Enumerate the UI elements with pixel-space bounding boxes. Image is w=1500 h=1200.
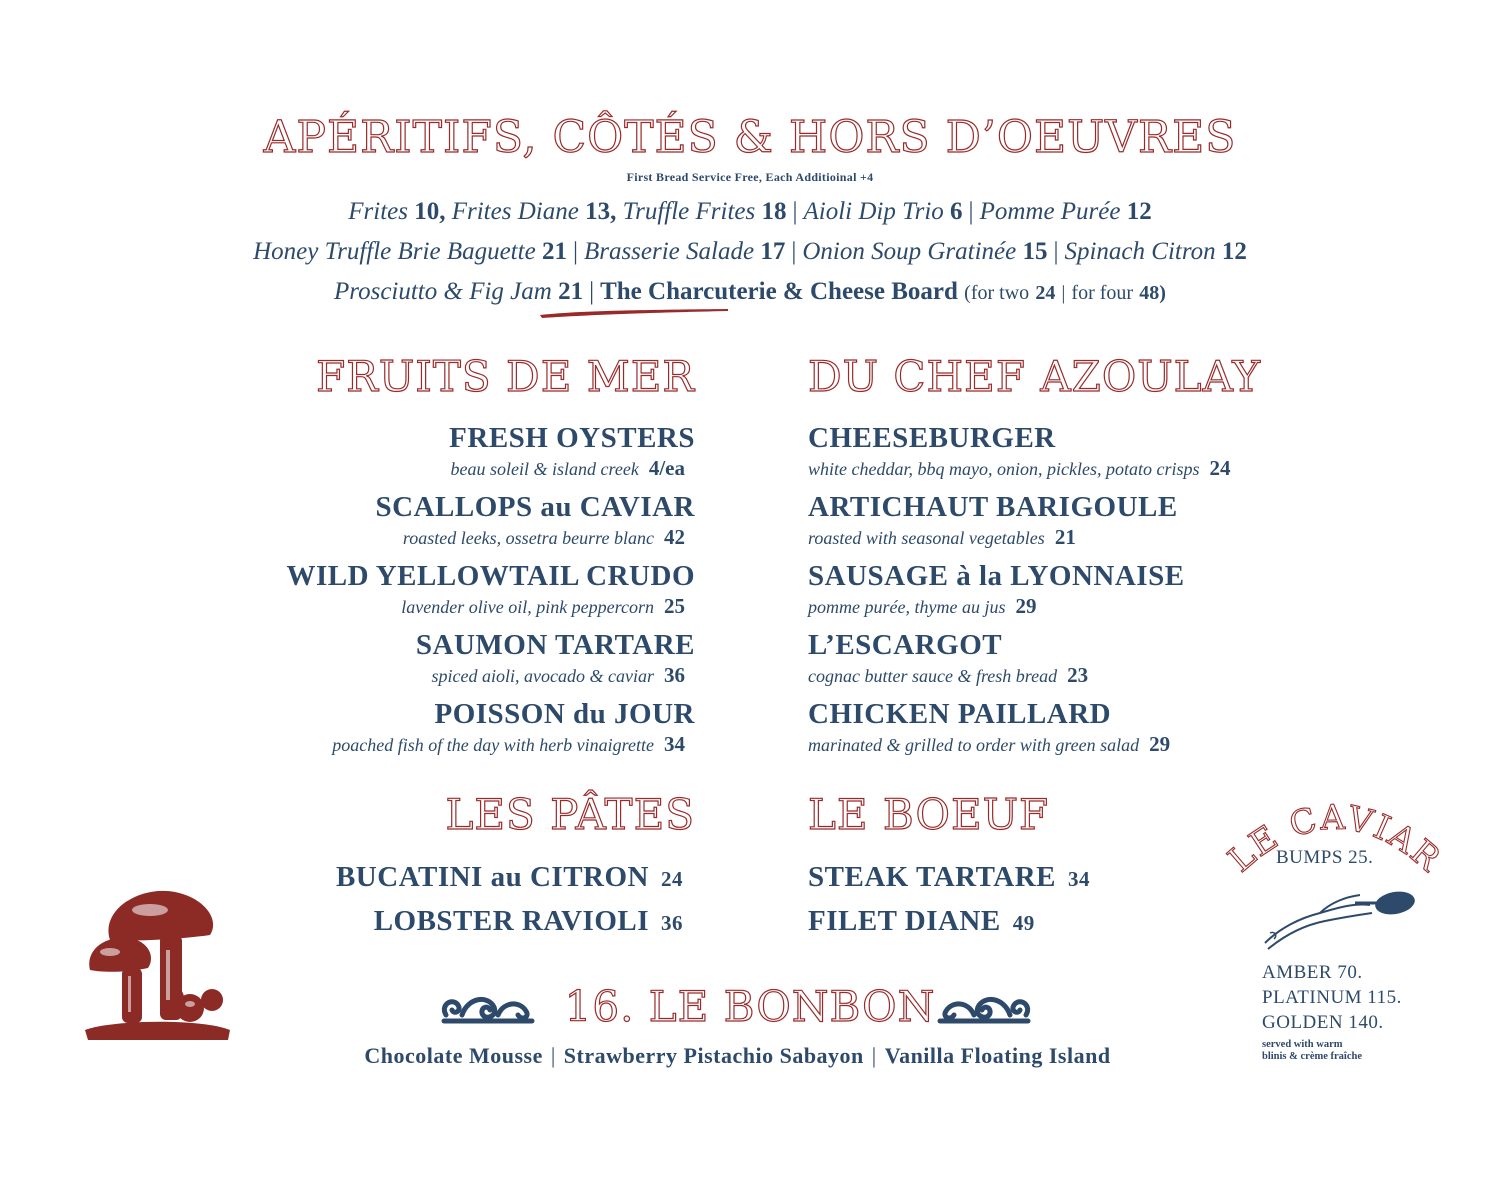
menu-item-desc: beau soleil & island creek 4/ea — [450, 456, 685, 480]
menu-item: FILET DIANE 49 — [808, 905, 1035, 937]
menu-item-desc: cognac butter sauce & fresh bread 23 — [808, 663, 1089, 687]
menu-item-name: Frites — [348, 198, 408, 225]
du-chef-list — [808, 420, 1368, 765]
menu-item-name: CHEESEBURGER — [808, 422, 1056, 454]
menu-item — [808, 696, 1368, 765]
menu-item-price: 29 — [1149, 732, 1171, 756]
menu-item-price: 17 — [760, 238, 786, 265]
menu-item-name: Honey Truffle Brie Baguette — [253, 238, 536, 265]
menu-item-desc: roasted with seasonal vegetables 21 — [808, 525, 1076, 549]
du-chef-title: DU CHEF AZOULAY — [808, 352, 1261, 401]
menu-item-name: SCALLOPS au CAVIAR — [375, 491, 695, 523]
for-two-label: (for two — [964, 282, 1030, 304]
menu-item-price: 36 — [664, 663, 685, 687]
bonbon-title: 16. LE BONBON — [564, 982, 936, 1031]
menu-item-name: Truffle Frites — [622, 198, 756, 225]
separator: | — [550, 1043, 556, 1068]
menu-item — [808, 627, 1368, 696]
menu-item-price: 6 — [950, 198, 963, 225]
menu-item-price: 34 — [1068, 867, 1091, 891]
menu-item — [95, 489, 695, 558]
menu-item-price: 10, — [414, 198, 446, 225]
dessert-item: Strawberry Pistachio Sabayon — [563, 1043, 864, 1068]
menu-item-name: Pomme Purée — [979, 198, 1121, 225]
dessert-item: Chocolate Mousse — [364, 1043, 543, 1068]
menu-item-name: Brasserie Salade — [583, 238, 755, 265]
menu-item-name: CHICKEN PAILLARD — [808, 698, 1112, 730]
menu-item-price: 21 — [558, 278, 584, 305]
menu-item-price: 18 — [761, 198, 787, 225]
menu-item-name: POISSON du JOUR — [434, 698, 695, 730]
caviar-panel — [1220, 795, 1450, 1095]
les-pates-list — [336, 856, 695, 944]
caviar-price: GOLDEN 140. — [1262, 1012, 1384, 1033]
menu-item: STEAK TARTARE 34 — [808, 861, 1091, 893]
menu-item-name: FRESH OYSTERS — [449, 422, 695, 454]
menu-item-name: Aioli Dip Trio — [803, 198, 944, 225]
le-boeuf-list — [808, 856, 1102, 944]
separator: | — [792, 198, 798, 225]
menu-item-price: 23 — [1067, 663, 1089, 687]
ornamental-scroll-icon — [934, 985, 1034, 1031]
menu-item-name: Onion Soup Gratinée — [802, 238, 1017, 265]
menu-item-name: L’ESCARGOT — [808, 629, 1003, 661]
menu-item-desc: spiced aioli, avocado & caviar 36 — [431, 663, 685, 687]
menu-item-price: 21 — [541, 238, 567, 265]
menu-item-desc: lavender olive oil, pink peppercorn 25 — [401, 594, 685, 618]
for-two-price: 24 — [1035, 282, 1056, 304]
menu-item-desc: roasted leeks, ossetra beurre blanc 42 — [402, 525, 685, 549]
menu-item-name: WILD YELLOWTAIL CRUDO — [286, 560, 695, 592]
menu-item — [808, 489, 1368, 558]
le-boeuf-title: LE BOEUF — [808, 790, 1050, 839]
menu-item-price: 24 — [1209, 456, 1231, 480]
menu-item-price: 4/ea — [648, 456, 685, 480]
svg-text:LE CAVIAR: LE CAVIAR — [1220, 797, 1450, 881]
menu-item-price: 29 — [1015, 594, 1037, 618]
caviar-price: PLATINUM 115. — [1262, 987, 1402, 1008]
aperitifs-line-2 — [0, 238, 1500, 266]
separator: | — [572, 238, 578, 265]
menu-item-name: Spinach Citron — [1064, 238, 1216, 265]
separator: | — [1053, 238, 1059, 265]
menu-item-name: ARTICHAUT BARIGOULE — [808, 491, 1178, 523]
menu-item-name: SAUMON TARTARE — [415, 629, 695, 661]
dessert-item: Vanilla Floating Island — [884, 1043, 1111, 1068]
menu-item-price: 13, — [585, 198, 617, 225]
for-four-price: 48) — [1139, 282, 1166, 304]
aperitifs-line-1 — [0, 198, 1500, 226]
menu-item-price: 21 — [1054, 525, 1076, 549]
caviar-price: AMBER 70. — [1262, 962, 1363, 983]
separator: | — [1061, 282, 1066, 304]
menu-item-price: 12 — [1221, 238, 1247, 265]
fruits-de-mer-title: FRUITS DE MER — [316, 352, 695, 401]
menu-item — [808, 420, 1368, 489]
aperitifs-line-3 — [0, 278, 1500, 306]
fruits-de-mer-list — [95, 420, 695, 765]
menu-item-desc: poached fish of the day with herb vinaigrette 34 — [332, 732, 685, 756]
menu-item-name: SAUSAGE à la LYONNAISE — [808, 560, 1185, 592]
menu-item — [95, 627, 695, 696]
menu-item-price: 12 — [1126, 198, 1152, 225]
caviar-price-list — [1262, 960, 1402, 1035]
menu-item-desc: white cheddar, bbq mayo, onion, pickles, potato crisps 24 — [808, 456, 1231, 480]
brush-underline-icon — [538, 307, 730, 319]
separator: | — [589, 278, 595, 305]
menu-item-price: 24 — [661, 867, 683, 891]
mushroom-illustration-icon — [80, 880, 240, 1050]
menu-item — [95, 696, 695, 765]
menu-item-price: 15 — [1022, 238, 1048, 265]
menu-item-price: 25 — [664, 594, 685, 618]
bread-service-note: First Bread Service Free, Each Additioinal +4 — [626, 170, 874, 184]
menu-item-name: Prosciutto & Fig Jam — [334, 278, 552, 305]
menu-item-price: 42 — [664, 525, 685, 549]
caviar-bumps: BUMPS 25. — [1276, 847, 1374, 868]
caviar-note: served with warm blinis & crème fraîche — [1262, 1039, 1363, 1062]
menu-item-desc: marinated & grilled to order with green salad 29 — [808, 732, 1171, 756]
separator: | — [871, 1043, 877, 1068]
menu-item-price: 36 — [661, 911, 683, 935]
separator: | — [791, 238, 797, 265]
menu-item-name: Frites Diane — [451, 198, 579, 225]
les-pates-title: LES PÂTES — [445, 790, 695, 839]
for-four-label: for four — [1071, 282, 1134, 304]
menu-item-price: 49 — [1012, 911, 1035, 935]
menu-item-desc: pomme purée, thyme au jus 29 — [808, 594, 1037, 618]
hand-with-spoon-icon — [1260, 873, 1440, 953]
menu-item — [95, 420, 695, 489]
separator: | — [968, 198, 974, 225]
aperitifs-title: APÉRITIFS, CÔTÉS & HORS D’OEUVRES — [263, 112, 1237, 163]
menu-item-price: 34 — [664, 732, 685, 756]
menu-item — [95, 558, 695, 627]
menu-item: BUCATINI au CITRON 24 — [335, 861, 683, 893]
charcuterie-board-name: The Charcuterie & Cheese Board — [600, 278, 958, 305]
menu-item: LOBSTER RAVIOLI 36 — [373, 905, 683, 937]
menu-item — [808, 558, 1368, 627]
